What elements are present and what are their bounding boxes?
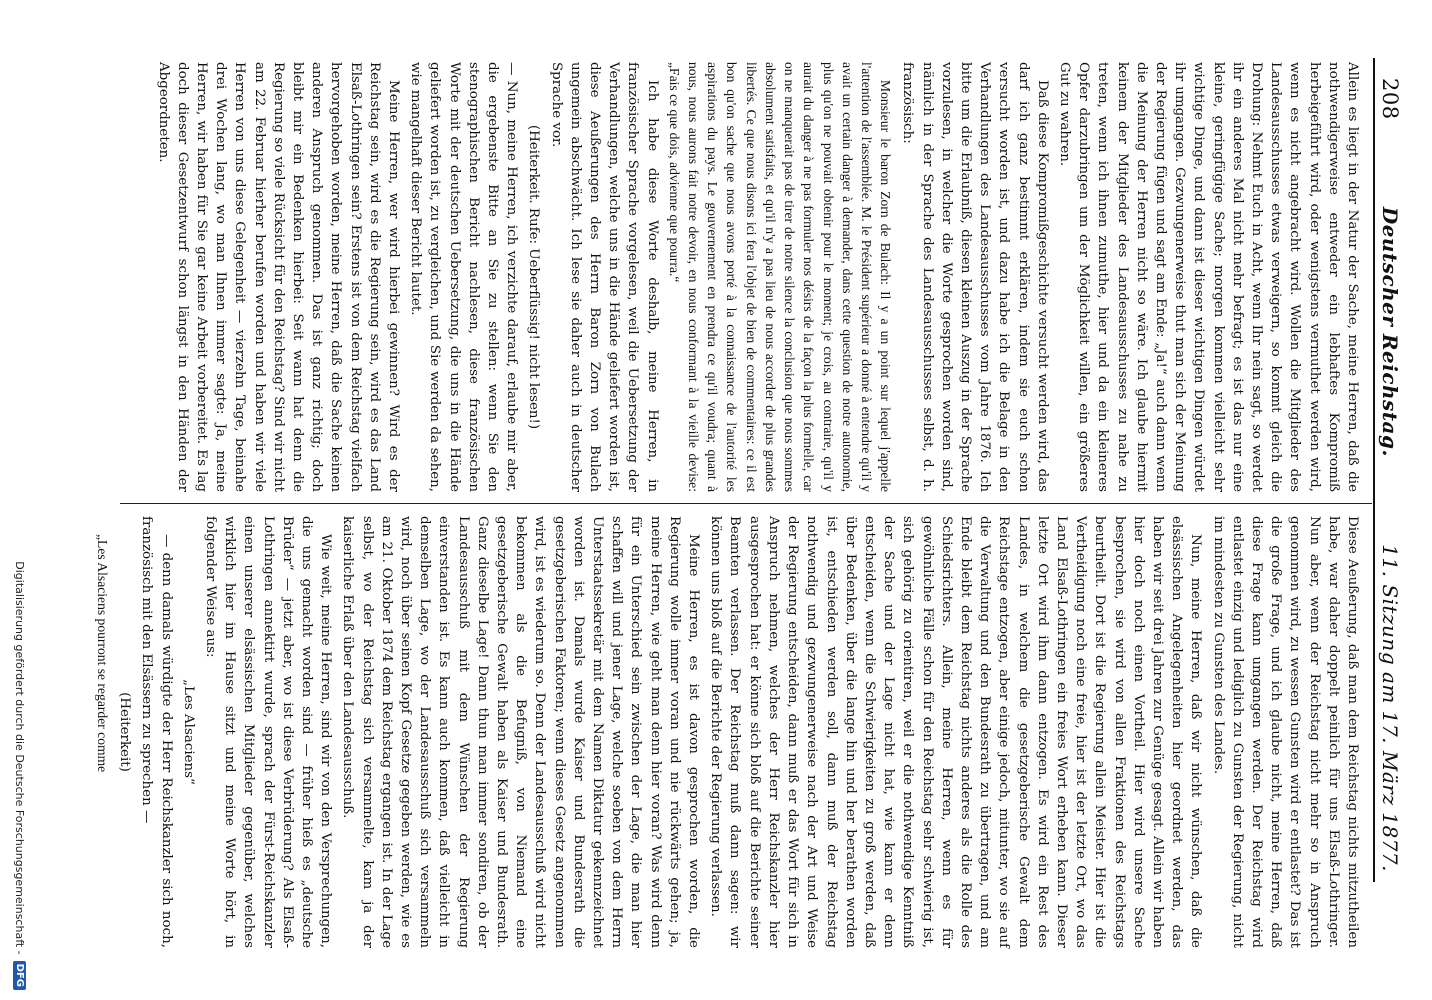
- dfg-logo: DFG: [13, 961, 26, 990]
- column-divider: [120, 503, 1372, 504]
- header-rule: [1373, 58, 1375, 882]
- quote-line: „Les Alsaciens“: [180, 679, 196, 785]
- paragraph: Wie weit, meine Herren, sind wir von den Versprechungen, die uns gemacht worden sind — früher hieß es „deutsche Brüder“ — jetzt aber, wo ist diese Verbrüderung? Als Elsaß-Lothringen annektirt wurde, sprach der Fürst-Reichskanzler einen unserer elsässischen Mitglieder gegenüber, welches wirklich hier im Hause sitzt und meine Worte hört, in folgender Weise aus:: [203, 516, 334, 948]
- paragraph: Nun, meine Herren, daß wir nicht wünschen, daß die elsässischen Angelegenheiten hier geordnet werden, das haben wir seit drei Jahren zur Genüge gesagt. Allein wir haben hier doch noch einen Vortheil. Hier wird unsere Sache besprochen, sie wird von allen Fraktionen des Reichstags beurtheilt. Dort ist die Regierung allein Meister. Hier ist die Vertheidigung noch eine freie, hier ist der letzte Ort, wo das Land Elsaß-Lothringen ein freies Wort erheben kann. Dieser letzte Ort wird ihm dann entzogen. Es wird ein Rest des Landes, in welchem die gesetzgeberische Gewalt dem Reichstage entzogen, aber einige jedoch, mitunter, wo sie auf die Verwaltung und den Bundesrath zu übertragen, und am Ende bleibt dem Reichstag nichts anderes als die Rolle des Schiedsrichters. Allein, meine Herren, wenn es für gewöhnliche Fälle schon für den Reichstag sehr schwierig ist, sich gehörig zu orientiren, weil er die nothwendige Kenntniß der Sache und der Lage nicht hat, wie kann er denn entscheiden, wenn die Schwierigkeiten zu groß werden, daß über Bedenken, über die lange hin und her berathen worden ist, entschieden werden soll, dann muß der Reichstag nothwendig und gezwungenerweise nach der Art und Weise der Regierung entscheiden, dann muß er das Wort für sich in Anspruch nehmen, welches der Herr Reichskanzler hier ausgesprochen hat: er könne sich bloß auf die Berichte seiner Beamten verlassen. Der Reichstag muß dann sagen: wir können uns bloß auf die Berichte der Regierung verlassen.: [708, 516, 1204, 948]
- digitization-footer: [13, 0, 26, 1000]
- publication-title: Deutscher Reichstag.: [1378, 206, 1402, 457]
- paragraph: Ich habe diese Worte deshalb, meine Herren, in französischer Sprache vorgelesen, weil die Uebersetzung der Verhandlungen, welche uns in die Hände geliefert worden ist, diese Aeußerungen des Herrn Baron Zorn von Bulach ungemein abschwächt. Ich lese sie daher auch in deutscher Sprache vor.: [548, 62, 660, 492]
- paragraph: — denn damals würdigte der Herr Reichskanzler sich noch, französisch mit den Elsässern zu sprechen —: [139, 516, 174, 948]
- paragraph: Diese Aeußerung, daß man dem Reichstag nichts mitzutheilen habe, war daher doppelt peinlich für uns Elsaß-Lothringer. Nun aber, wenn der Reichstag nicht mehr so in Anspruch genommen wird, zu wessen Gunsten wird er entlastet? Das ist die große Frage, und ich glaube nicht, meine Herren, daß diese Frage kann umgangen werden. Der Reichstag wird entlastet einzig und lediglich zu Gunsten der Regierung, nicht im mindesten zu Gunsten des Landes.: [1210, 516, 1360, 948]
- left-column: [110, 62, 1362, 492]
- french-quote: Monsieur le baron Zorn de Bulach: Il y a un point sur lequel j'appelle l'attention de l'assemblée. M. le Président supérieur a donné à entendre qu'il y avait un certain danger à demander, dans cette question de notre autonomie, plus qu'on ne pouvait obtenir pour le moment; je crois, au contraire, qu'il y aurait du danger à ne pas formuler nos désirs de la façon la plus formelle, car on ne manquerait pas de tirer de notre silence la conclusion que nous sommes absolument satisfaits, et qu'il n'y a pas lieu de nous accorder de plus grandes libertés. Ce que nous disons ici fera l'objet de bien de commentaires: ce il est bon qu'on sache que nous avons porté à la connaissance de l'autorité les aspirations du pays. Le gouvernement en prendra ce qu'il voudra; quant à nous, nous aurons fait notre devoir, en nous conformant à la vieille devise: „Fais ce que dois, advienne que pourra.“: [666, 62, 894, 492]
- page-header: [1378, 78, 1418, 872]
- interjection: (Heiterkeit. Rufe: Ueberflüssig! nicht lesen!): [526, 124, 542, 430]
- digitization-note: Digitalisierung gefördert durch die Deutsche Forschungsgemeinschaft -: [13, 561, 26, 955]
- french-quote: „Les Alsaciens pourront se regarder comme: [95, 534, 110, 773]
- session-title: 11. Sitzung am 17. März 1877.: [1378, 544, 1402, 872]
- paragraph: Meine Herren, es ist davon gesprochen worden, die Regierung wolle immer voran und nie rückwärts gehen; ja, meine Herren, wie geht man denn hier voran? Was wird denn für ein Unterschied sein zwischen der Lage, die man hier schaffen will und jener Lage, welche soeben von dem Herrn Unterstaatssekretär mit dem Namen Diktatur gekennzeichnet worden ist. Damals wurde Kaiser und Bundesrath die gesetzgeberischen Faktoren; wenn dieses Gesetz angenommen wird, ist es wiederum so. Denn der Landesausschuß wird nicht bekommen als die Befugniß, von Niemand eine gesetzgeberische Gewalt haben als Kaiser und Bundesrath. Ganz dieselbe Lage! Dann thun man immer sondiren, ob der Landesausschuß mit dem Wünschen der Regierung einverstanden ist. Es kann auch kommen, daß vielleicht in demselben Lage, wo der Landesausschuß sich versammeln wird, noch über seinen Kopf Gesetze gegeben werden, wie es am 21. Oktober 1874 dem Reichstag ergangen ist. In der Lage selbst, wo der Reichstag sich versammelte, kam ja der kaiserliche Erlaß über den Landesausschuß.: [340, 516, 702, 948]
- right-column: [95, 516, 1362, 948]
- paragraph: — Nun, meine Herren, ich verzichte darauf, erlaube mir aber, die ergebenste Bitte an Sie zu stellen: wenn Sie den stenographischen Bericht nachlesen, diese französischen Worte mit der deutschen Uebersetzung, die uns in die Hände geliefert worden ist, zu vergleichen, und Sie werden da sehen, wie mangelhaft dieser Bericht lautet.: [408, 62, 520, 492]
- paragraph: Meine Herren, wer wird hierbei gewinnen? Wird es der Reichstag sein, wird es die Regierung sein, wird es das Land Elsaß-Lothringen sein? Erstens ist von dem Reichstag vielfach hervorgehoben worden, meine Herren, daß die Sache keinen anderen Anspruch genommen. Das ist ganz richtig; doch bleibt mir ein Bedenken hierbei: Seit wann hat denn die Regierung so viele Rücksicht für den Reichstag? Sind wir nicht am 22. Februar hierher berufen worden und haben wir viele Herren von uns diese Gelegenheit — vierzehn Tage, beinahe drei Wochen lang, wo man Ihnen immer sagte: Ja, meine Herren, wir haben für Sie gar keine Arbeit vorbereitet. Es lag doch dieser Gesetzentwurf schon längst in den Händen der Abgeordneten.: [155, 62, 402, 492]
- paragraph: Allein es liegt in der Natur der Sache, meine Herren, daß die nothwendigerweise entweder ein lebhaftes Kompromiß herbeigeführt wird, oder wenigstens vermuthet werden wird, wenn es nicht angebracht wird. Wollen die Mitglieder des Landesausschusses etwas verweigern, so kommt gleich die Drohung: Nehmt Euch in Acht, wenn Ihr nein sagt, so werdet ihr ein anderes Mal nicht mehr befragt; es ist das nur eine kleine, geringfügige Sache; morgen kommen vielleicht sehr wichtige Dinge, und dann ist dieser wichtigen Dingen würdet ihr umgangen. Gezwungenerweise thut man sich der Meinung der Regierung fügen und sagt am Ende: „Ja!“ auch dann wenn die Meinung der Herren nicht so wäre. Ich glaube hiermit keinem der Mitglieder des Landesausschusses zu nahe zu treten, wenn ich ihnen zumuthe, hier und da ein kleineres Opfer darzubringen um der Möglichkeit willen, ein größeres Gut zu wahren.: [1056, 62, 1360, 492]
- interjection: (Heiterkeit): [117, 692, 133, 772]
- paragraph: Daß diese Kompromißgeschichte versucht werden wird, das darf ich ganz bestimmt erklären, indem sie euch schon versucht worden ist, und dazu habe ich die Belage in den Verhandlungen des Landesausschusses vom Jahre 1876. Ich bitte um die Erlaubniß, diesen kleinen Auszug in der Sprache vorzulesen, in welcher die Worte gesprochen worden sind, nämlich in der Sprache des Landesausschusses selbst, d. h. französisch:: [900, 62, 1050, 492]
- page-number: 208: [1378, 78, 1402, 120]
